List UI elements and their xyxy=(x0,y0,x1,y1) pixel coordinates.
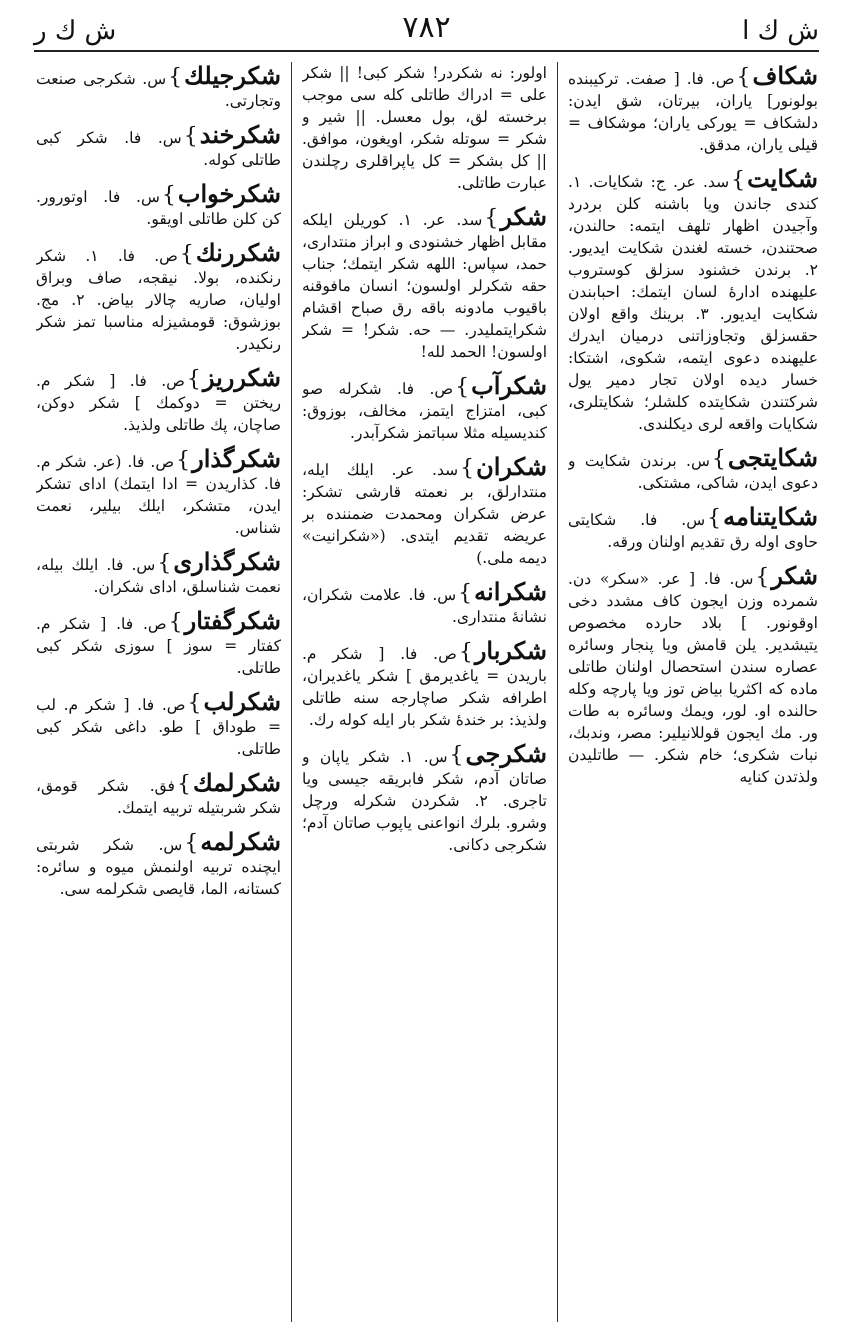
entry-brace: } xyxy=(458,581,473,606)
dictionary-entry xyxy=(302,740,547,856)
entry-headword: شكربار xyxy=(474,636,547,665)
page-number: ٧٨٢ xyxy=(402,10,451,45)
header-left-letters: ش ك ر xyxy=(34,16,117,46)
entry-definition: ص. فا. [ شكر م. باريدن = ياغديرمق ] شكر ياغديران، اطرافه شكر صاچارجه سنه طاتلى ولذيذ: بر خندهٔ شكر بار ايله كوله رك. xyxy=(302,645,547,729)
entry-brace: } xyxy=(731,168,746,193)
entry-headword: شكرگذار xyxy=(192,444,281,473)
entry-definition: س. فا. شكايتى حاوى اوله رق تقديم اولنان ورقه. xyxy=(568,511,818,551)
entry-brace: } xyxy=(168,65,183,90)
entry-definition: س. شكر شربتى ايچنده تربيه اولنمش ميوه و سائره: كستانه، الما، قايصى شكرلمه سى. xyxy=(36,836,281,898)
column-middle xyxy=(302,62,547,1322)
entry-headword: شكرلمه xyxy=(200,827,281,856)
page-header xyxy=(34,6,819,50)
column-right xyxy=(568,62,818,1322)
dictionary-entry xyxy=(36,769,281,819)
header-rule xyxy=(34,50,819,52)
entry-headword: شكرلمك xyxy=(192,768,281,797)
dictionary-entry xyxy=(36,688,281,760)
dictionary-entry xyxy=(36,62,281,112)
dictionary-entry xyxy=(36,239,281,355)
dictionary-entry xyxy=(568,562,818,788)
dictionary-entry xyxy=(36,445,281,539)
entry-definition: س. شكرجى صنعت وتجارتى. xyxy=(36,70,281,110)
dictionary-entry xyxy=(302,62,547,194)
entry-headword: شكر xyxy=(500,202,547,231)
entry-headword: شكاف xyxy=(752,62,818,90)
entry-definition: ص. فا. شكرله صو كبى، امتزاج ايتمز، مخالف، بوزوق: كنديسيله مثلا سباتمز شكرآبدر. xyxy=(302,380,547,442)
entry-headword: شكرلب xyxy=(203,687,281,716)
entry-definition: ص. فا. (عر. شكر م. فا. كذاريدن = ادا ايتمك) اداى تشكر ايدن، متشكر، ايلك بيلير، نعمت شناس. xyxy=(36,453,281,537)
entry-headword: شكررنك xyxy=(195,238,281,267)
entry-headword: شكايت xyxy=(747,164,818,193)
dictionary-entry xyxy=(302,453,547,569)
entry-definition: ص. فا. ١. شكر رنكنده، بولا. نيقجه، صاف وبراق اوليان، صاريه چالار بياض. ٢. مج. بوزشوق: قومشيزله مناسبا تمز شكر رنكيدر. xyxy=(36,247,281,353)
entry-definition: ص. فا. [ شكر م. لب = طوداق ] طو. داغى شكر كبى طاتلى. xyxy=(36,696,281,758)
entry-brace: } xyxy=(484,206,499,231)
dictionary-entry xyxy=(568,444,818,494)
entry-headword: شكرخند xyxy=(199,120,281,149)
dictionary-entry xyxy=(36,121,281,171)
entry-brace: } xyxy=(161,183,176,208)
dictionary-entry xyxy=(302,203,547,363)
entry-brace: } xyxy=(707,506,722,531)
dictionary-entry xyxy=(568,165,818,435)
entry-headword: شكايتجى xyxy=(727,443,818,472)
entry-headword: شكرگفتار xyxy=(184,606,281,635)
entry-definition: ص. فا. [ شكر م. كفتار = سوز ] سوزى شكر كبى طاتلى. xyxy=(36,615,281,677)
entry-headword: شكرگذارى xyxy=(173,547,281,576)
entry-headword: شكر xyxy=(771,561,818,590)
entry-brace: } xyxy=(157,551,172,576)
entry-brace: } xyxy=(711,447,726,472)
dictionary-entry xyxy=(302,578,547,628)
entry-definition: ص. فا. [ صفت. تركيبنده بولونور] ياران، بيرتان، شق ايدن: دلشكاف = يوركى ياران؛ موشكاف = قيلى ياران، مدقق. xyxy=(568,70,818,154)
entry-brace: } xyxy=(187,691,202,716)
entry-brace: } xyxy=(179,242,194,267)
entry-definition: س. فا. اوتورور. كن كلن طاتلى اويقو. xyxy=(36,188,281,228)
entry-definition: اولور: نه شكردر! شكر كبى! || شكر على = ادراك طاتلى كله سى موجب برخسته لق، بول معسل. || شير و شكر = سوتله شكر، اويغون، موافق. || كل بشكر = كل ياپراقلرى رچلندن عبارت طاتلى. xyxy=(302,64,547,192)
entry-brace: } xyxy=(736,65,751,90)
entry-brace: } xyxy=(168,610,183,635)
entry-headword: شكرجيلك xyxy=(184,62,281,90)
entry-brace: } xyxy=(184,831,199,856)
entry-headword: شكرانه xyxy=(474,577,547,606)
entry-definition: س. ١. شكر ياپان و صاتان آدم، شكر فابريقه جيسى ويا تاجرى. ٢. شكردن شكرله ورچل وشرو. بلرك انواعنى ياپوب صاتان آدم؛ شكرجى دكانى. xyxy=(302,748,547,854)
column-divider xyxy=(291,62,292,1322)
column-left xyxy=(36,62,281,1322)
dictionary-entry xyxy=(568,503,818,553)
entry-brace: } xyxy=(449,743,464,768)
entry-headword: شكرآب xyxy=(471,371,547,400)
entry-definition: سد. عر. ايلك ايله، منتدارلق، بر نعمته قارشى تشكر: عرض شكران ومحمدت ضمننده بر عريضه تقديم ايتدى. («شكرانيت» ديمه ملى.) xyxy=(302,461,547,567)
entry-headword: شكرخواب xyxy=(177,179,281,208)
dictionary-entry xyxy=(568,62,818,156)
entry-brace: } xyxy=(460,456,475,481)
dictionary-entry xyxy=(36,828,281,900)
entry-definition: سد. عر. ج: شكايات. ١. كندى جاندن ويا باشنه كلن بردرد وآجيدن اظهار تلهف ايتمه: حالندن، صحتندن، خسته لغندن شكايت ايديور. ٢. برندن خشنود سزلق كوستروب عليهنده ادارهٔ لسان ايتمك: احبابندن شكايت ايديور. ٣. برينك واقع اولان حقسزلق وتجاوزاتنى درميان ايدرك عليهنده دعوى ايتمه، شكوى، اشتكا: خسار ديده اولان تجار دمير يول شركتندن شكايتده كلشلر؛ شكايتلرى، شكايات واقعه لرى ديكلندى. xyxy=(568,173,818,433)
entry-definition: فق. شكر قومق، شكر شربتيله تربيه ايتمك. xyxy=(36,777,281,817)
entry-brace: } xyxy=(458,640,473,665)
entry-definition: ص. فا. [ شكر م. ريختن = دوكمك ] شكر دوكن، صاچان، پك طاتلى ولذيذ. xyxy=(36,372,281,434)
entry-headword: شكران xyxy=(476,452,547,481)
entry-definition: س. فا. شكر كبى طاتلى كوله. xyxy=(36,129,281,169)
dictionary-entry xyxy=(36,548,281,598)
entry-headword: شكرريز xyxy=(202,363,281,392)
dictionary-entry xyxy=(302,372,547,444)
entry-headword: شكرجى xyxy=(465,739,547,768)
entry-headword: شكايتنامه xyxy=(723,502,818,531)
entry-brace: } xyxy=(176,448,191,473)
dictionary-entry xyxy=(36,607,281,679)
entry-definition: س. فا. [ عر. «سكر» دن. شمرده وزن ايجون كاف مشدد دخى اوقونور. ] بلاد حارده مخصوص يتيشدير. يلن قامش ويا پنجار وسائره عصاره سندن استحصال اولنان طاتلى ماده كه اكثريا بياض توز ويا پارچه وكله حالنده او. لور، ويمك وسائره به طات ور. مك ايجون قوللانيلير: مصر، وندبك، نبات شكرى؛ خام شكر. — طاتليدن ولذتدن كنايه xyxy=(568,570,818,786)
column-divider xyxy=(557,62,558,1322)
entry-brace: } xyxy=(176,772,191,797)
entry-brace: } xyxy=(186,367,201,392)
entry-definition: س. برندن شكايت و دعوى ايدن، شاكى، مشتكى. xyxy=(568,452,818,492)
entry-definition: س. فا. ايلك بيله، نعمت شناسلق، اداى شكران. xyxy=(36,556,281,596)
dictionary-entry xyxy=(302,637,547,731)
entry-definition: س. فا. علامت شكران، نشانهٔ منتدارى. xyxy=(302,586,547,626)
entry-brace: } xyxy=(755,565,770,590)
entry-brace: } xyxy=(183,124,198,149)
entry-brace: } xyxy=(455,375,470,400)
header-right-letters: ش ك ا xyxy=(742,16,819,46)
entry-definition: سد. عر. ١. كوريلن ايلكه مقابل اظهار خشنودى و ابراز منتدارى، حمد، سپاس: اللهه شكر ايتمك؛ جناب حقه شكرلر اولسون؛ انسان مافوقنه باقيوب مادونه باقه رق صباح اقشام شكرايتمليدر. — حه. شكر! = شكر اولسون! الحمد لله! xyxy=(302,211,547,361)
dictionary-entry xyxy=(36,180,281,230)
dictionary-entry xyxy=(36,364,281,436)
